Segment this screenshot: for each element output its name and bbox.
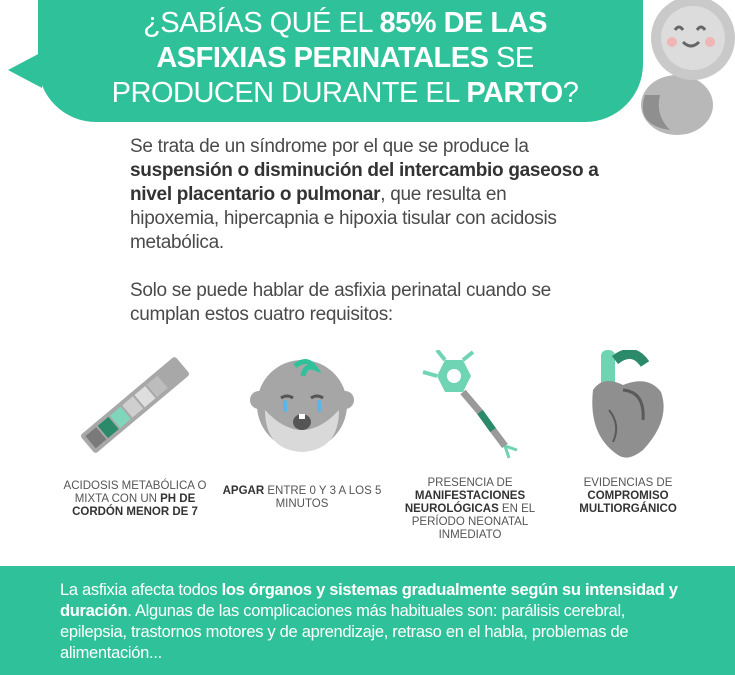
req-bold: COMPROMISO MULTIORGÁNICO: [579, 490, 677, 515]
bubble-tail: [8, 52, 42, 88]
headline-text: PRODUCEN DURANTE EL: [111, 77, 467, 109]
intro-paragraph-1: [130, 135, 600, 255]
req-bold: APGAR: [222, 485, 265, 497]
neuron-icon: [405, 350, 535, 460]
bottom-banner: [0, 566, 735, 675]
crying-baby-icon: [237, 350, 367, 470]
bottom-span: . Algunas de las complicaciones más habituales son: parálisis cerebral, epilepsia, trastornos motores y de aprendizaje, retraso en el habla, problemas de alimentación...: [60, 602, 629, 662]
requirement-apgar-text: [222, 485, 382, 511]
intro-span: Se trata de un síndrome por el que se produce la: [130, 136, 529, 157]
req-span: EN EL PERÍODO NEONATAL INMEDIATO: [411, 503, 536, 541]
requirement-neuro-text: [390, 477, 550, 542]
headline-text: ?: [562, 77, 579, 109]
headline: [60, 6, 630, 111]
headline-highlight: 85% DE LAS: [379, 7, 547, 39]
heart-organ-icon: [573, 350, 683, 465]
intro-paragraph-2: Solo se puede hablar de asfixia perinatal cuando se cumplan estos cuatro requisitos:: [130, 280, 551, 325]
req-span: EVIDENCIAS DE: [583, 477, 673, 489]
headline-highlight: PARTO: [466, 77, 563, 109]
intro-text: [130, 135, 600, 327]
bottom-bold: los órganos y sistemas gradualmente según su intensidad y duración: [60, 581, 678, 620]
headline-text: SE: [488, 42, 534, 74]
requirement-ph-text: [55, 480, 215, 519]
req-span: PRESENCIA DE: [427, 477, 513, 489]
headline-text: ¿SABÍAS QUÉ EL: [143, 7, 380, 39]
intro-span: , que resulta en hipoxemia, hipercapnia e hipoxia tisular con acidosis metabólica.: [130, 184, 557, 253]
baby-mascot-icon: [615, 0, 735, 135]
req-bold: PH DE CORDÓN MENOR DE 7: [72, 493, 198, 518]
requirement-organ: [548, 350, 708, 550]
req-bold: MANIFESTACIONES NEUROLÓGICAS: [404, 490, 526, 515]
req-span: ACIDOSIS METABÓLICA O MIXTA CON UN: [63, 480, 207, 505]
requirement-apgar: [222, 350, 382, 550]
headline-highlight: ASFIXIAS PERINATALES: [156, 42, 489, 74]
intro-bold: suspensión o disminución del intercambio gaseoso a nivel placentario o pulmonar: [130, 160, 599, 205]
req-span: ENTRE 0 Y 3 A LOS 5 MINUTOS: [264, 485, 382, 510]
requirement-neuro: [390, 350, 550, 550]
bottom-span: La asfixia afecta todos: [60, 581, 222, 599]
ph-test-strip-icon: [70, 350, 200, 460]
requirement-ph: [55, 350, 215, 550]
requirement-organ-text: [548, 477, 708, 516]
